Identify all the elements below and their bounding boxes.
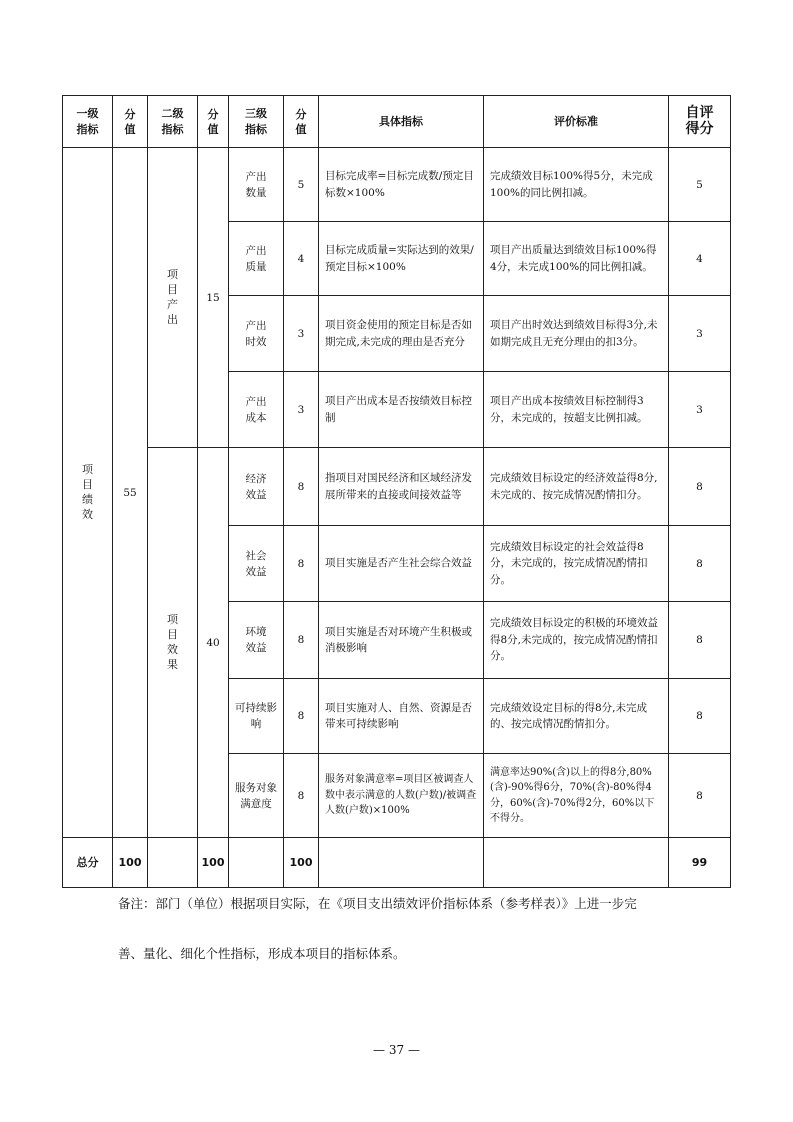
header-row	[63, 96, 731, 148]
row-standard: 满意率达90%(含)以上的得8分,80%(含)-90%得6分，70%(含)-80%得4分，60%(含)-70%得2分，60%以下不得分。	[484, 754, 669, 838]
row-indicator: 项目资金使用的预定目标是否如期完成,未完成的理由是否充分	[319, 296, 484, 372]
row-self-score: 8	[669, 602, 731, 679]
row-standard: 完成绩效目标设定的社会效益得8分，未完成的，按完成情况酌情扣分。	[484, 526, 669, 602]
row-score: 8	[284, 448, 319, 526]
group-effect-cell: 项目效果	[148, 448, 198, 838]
note-line-2: 善、量化、细化个性指标，形成本项目的指标体系。	[118, 946, 406, 961]
header-level3: 三级指标	[229, 96, 284, 148]
row-indicator: 项目实施是否对环境产生积极或消极影响	[319, 602, 484, 679]
header-score3: 分值	[284, 96, 319, 148]
row-indicator: 指项目对国民经济和区域经济发展所带来的直接或间接效益等	[319, 448, 484, 526]
row-name: 环境效益	[229, 602, 284, 679]
total-score3: 100	[284, 838, 319, 888]
row-score: 8	[284, 526, 319, 602]
total-row	[63, 838, 731, 888]
row-standard: 完成绩效目标设定的积极的环境效益得8分,未完成的，按完成情况酌情扣分。	[484, 602, 669, 679]
level1-cell: 项目绩效	[63, 148, 113, 838]
total-empty	[319, 838, 484, 888]
row-indicator: 项目实施是否产生社会综合效益	[319, 526, 484, 602]
row-indicator: 项目产出成本是否按绩效目标控制	[319, 372, 484, 448]
total-label: 总分	[63, 838, 113, 888]
total-empty	[484, 838, 669, 888]
row-self-score: 4	[669, 222, 731, 296]
row-self-score: 8	[669, 754, 731, 838]
header-level2: 二级指标	[148, 96, 198, 148]
row-indicator: 目标完成率=目标完成数/预定目标数×100%	[319, 148, 484, 222]
page-number: — 37 —	[373, 1043, 420, 1057]
row-standard: 项目产出时效达到绩效目标得3分,未如期完成且无充分理由的扣3分。	[484, 296, 669, 372]
group-output-cell: 项目产出	[148, 148, 198, 448]
header-level1: 一级指标	[63, 96, 113, 148]
note-line-1: 备注：部门（单位）根据项目实际，在《项目支出绩效评价指标体系（参考样表）》上进一步完	[118, 896, 637, 911]
row-name: 产出数量	[229, 148, 284, 222]
row-name: 产出成本	[229, 372, 284, 448]
row-score: 3	[284, 372, 319, 448]
row-score: 8	[284, 679, 319, 754]
row-self-score: 3	[669, 296, 731, 372]
row-self-score: 8	[669, 526, 731, 602]
row-name: 可持续影响	[229, 679, 284, 754]
row-self-score: 3	[669, 372, 731, 448]
header-score2: 分值	[198, 96, 229, 148]
performance-indicator-table	[62, 95, 731, 888]
total-score1: 100	[113, 838, 148, 888]
total-empty	[229, 838, 284, 888]
row-standard: 项目产出质量达到绩效目标100%得4分，未完成100%的同比例扣减。	[484, 222, 669, 296]
row-indicator: 服务对象满意率=项目区被调查人数中表示满意的人数(户数)/被调查人数(户数)×100%	[319, 754, 484, 838]
row-score: 8	[284, 602, 319, 679]
total-score2: 100	[198, 838, 229, 888]
row-name: 产出时效	[229, 296, 284, 372]
header-self-score: 自评得分	[669, 96, 731, 148]
row-standard: 项目产出成本按绩效目标控制得3分，未完成的，按超支比例扣减。	[484, 372, 669, 448]
row-name: 社会效益	[229, 526, 284, 602]
table-row	[63, 448, 731, 526]
total-self-score: 99	[669, 838, 731, 888]
row-score: 3	[284, 296, 319, 372]
row-score: 5	[284, 148, 319, 222]
total-empty	[148, 838, 198, 888]
row-self-score: 5	[669, 148, 731, 222]
table-row	[63, 148, 731, 222]
row-standard: 完成绩效目标100%得5分，未完成100%的同比例扣减。	[484, 148, 669, 222]
row-score: 8	[284, 754, 319, 838]
row-name: 服务对象满意度	[229, 754, 284, 838]
group-effect-score: 40	[198, 448, 229, 838]
row-self-score: 8	[669, 448, 731, 526]
row-score: 4	[284, 222, 319, 296]
row-standard: 完成绩效目标设定的经济效益得8分,未完成的、按完成情况酌情扣分。	[484, 448, 669, 526]
level1-score: 55	[113, 148, 148, 838]
row-name: 经济效益	[229, 448, 284, 526]
group-output-score: 15	[198, 148, 229, 448]
header-indicator: 具体指标	[319, 96, 484, 148]
row-indicator: 目标完成质量=实际达到的效果/预定目标×100%	[319, 222, 484, 296]
row-self-score: 8	[669, 679, 731, 754]
header-score1: 分值	[113, 96, 148, 148]
row-standard: 完成绩效设定目标的得8分,未完成的、按完成情况酌情扣分。	[484, 679, 669, 754]
row-indicator: 项目实施对人、自然、资源是否带来可持续影响	[319, 679, 484, 754]
row-name: 产出质量	[229, 222, 284, 296]
header-standard: 评价标准	[484, 96, 669, 148]
